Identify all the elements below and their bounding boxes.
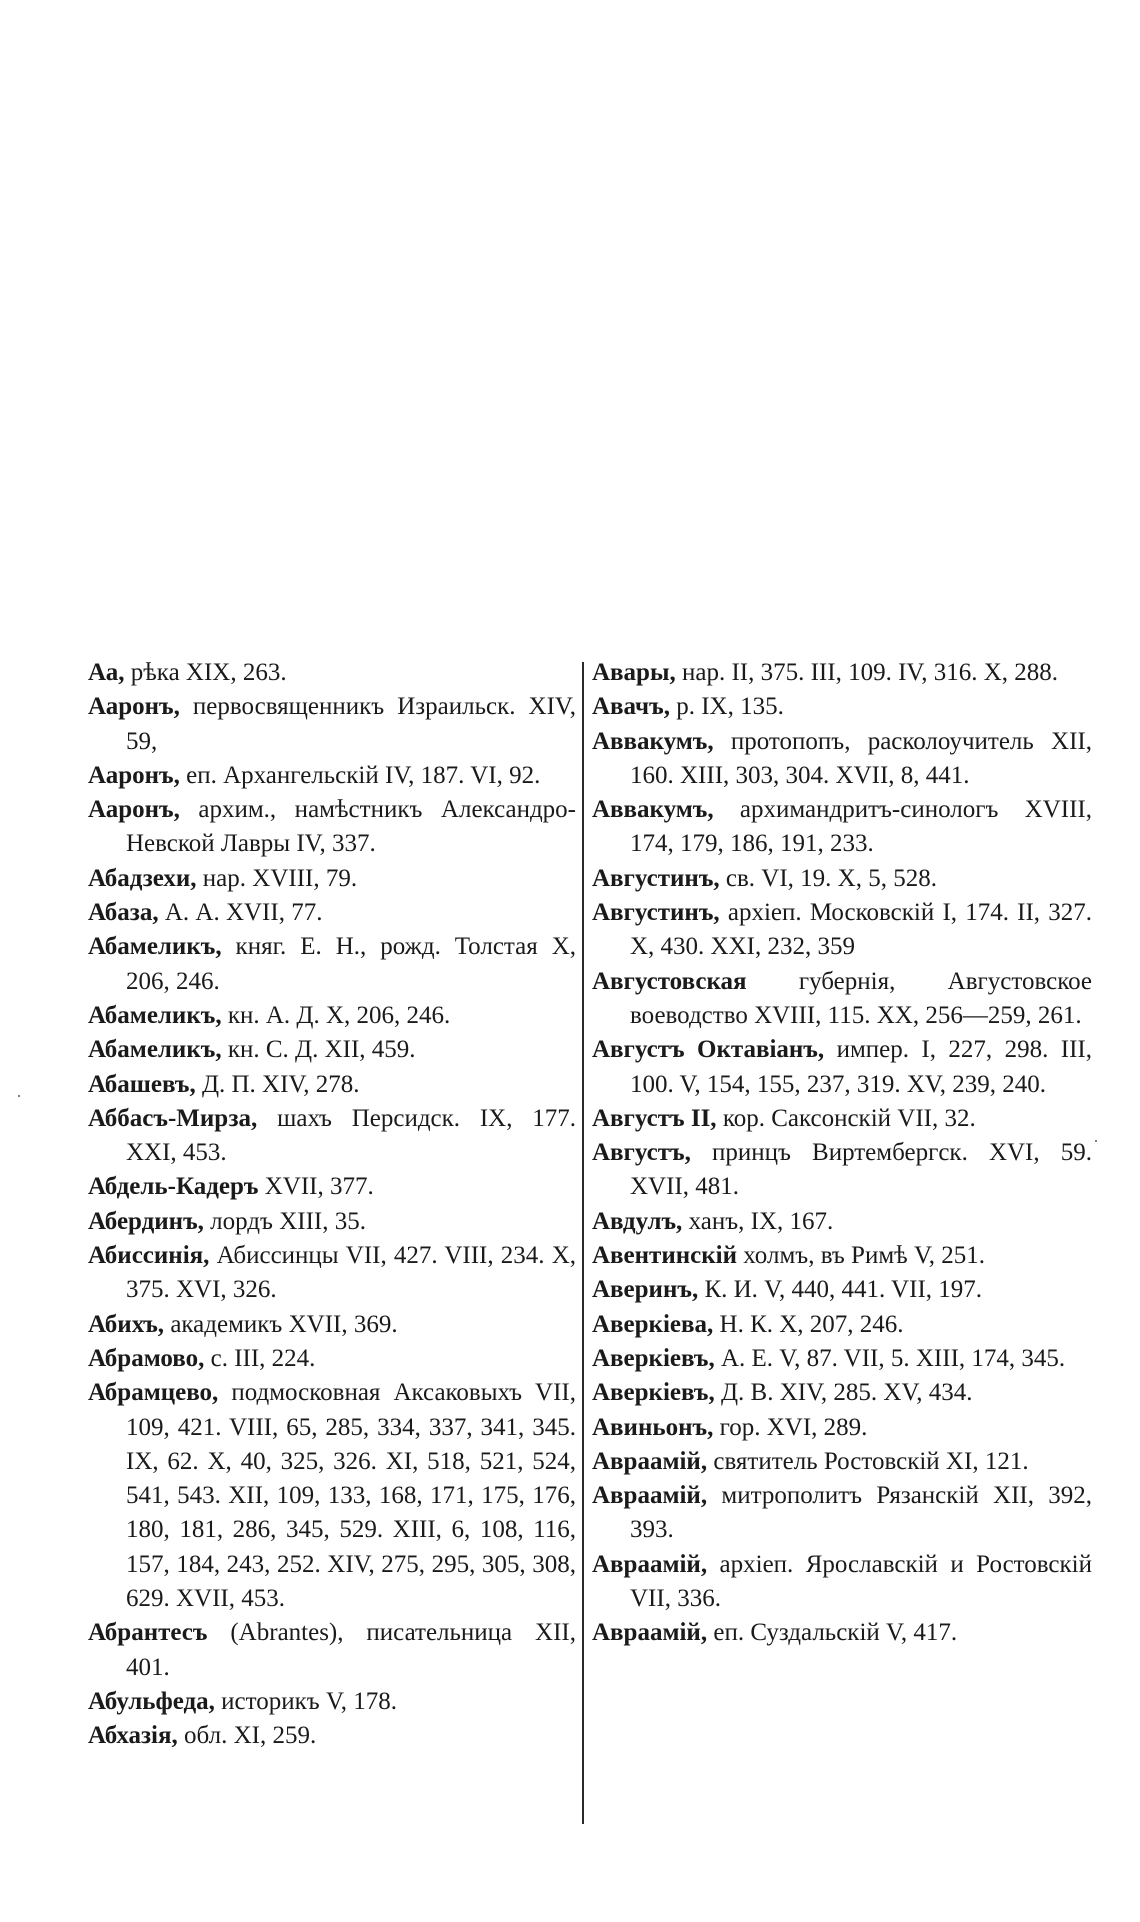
- entry-references: кн. А. Д. X, 206, 246.: [227, 1001, 451, 1029]
- entry-headword: Аверкіева,: [592, 1310, 714, 1338]
- index-entry: [88, 1308, 576, 1342]
- entry-references: обл. XI, 259.: [184, 1722, 317, 1750]
- entry-references: рѣка XIX, 263.: [130, 659, 287, 686]
- entry-headword: Абиссинія,: [88, 1242, 210, 1270]
- entry-references: с. III, 224.: [210, 1344, 316, 1372]
- entry-references: принцъ Виртембергск. XVI, 59. XVII, 481.: [630, 1139, 1092, 1201]
- index-entry: [592, 1445, 1092, 1479]
- entry-headword: Абаза,: [88, 899, 159, 927]
- entry-references: Д. П. XIV, 278.: [201, 1070, 360, 1098]
- entry-headword: Авраамій,: [592, 1619, 708, 1647]
- entry-references: митрополитъ Рязанскій XII, 392, 393.: [630, 1482, 1093, 1544]
- entry-references: шахъ Персидск. IX, 177. XXI, 453.: [126, 1104, 576, 1167]
- entry-headword: Аббасъ-Мирза,: [88, 1104, 258, 1132]
- entry-headword: Абхазія,: [88, 1722, 178, 1750]
- entry-headword: Августовская: [592, 967, 747, 995]
- entry-references: импер. I, 227, 298. III, 100. V, 154, 155, 237, 319. XV, 239, 240.: [630, 1036, 1093, 1098]
- column-divider: [582, 662, 584, 1824]
- entry-headword: Августинъ,: [592, 899, 720, 927]
- entry-references: А. А. XVII, 77.: [164, 899, 323, 927]
- index-entry: [592, 725, 1092, 794]
- entry-references: княг. Е. Н., рожд. Толстая X, 206, 246.: [126, 933, 577, 995]
- index-entry: [592, 965, 1092, 1034]
- entry-headword: Абрамцево,: [88, 1379, 219, 1407]
- index-entry: [592, 793, 1092, 862]
- index-entry: [88, 1616, 576, 1685]
- index-entry: [88, 1033, 576, 1067]
- entry-references: еп. Архангельскій IV, 187. VI, 92.: [186, 761, 541, 789]
- index-entry: [592, 1411, 1092, 1445]
- entry-references: нар. XVIII, 79.: [202, 864, 358, 892]
- entry-headword: Абердинъ,: [88, 1207, 204, 1235]
- entry-headword: Абихъ,: [88, 1310, 165, 1338]
- entry-headword: Аа,: [88, 659, 125, 686]
- entry-headword: Авары,: [592, 659, 676, 686]
- entry-headword: Августинъ,: [592, 864, 720, 892]
- index-entry: [88, 1170, 576, 1204]
- entry-references: губернія, Августовское воеводство XVIII, 115. XX, 256—259, 261.: [630, 967, 1092, 1029]
- index-entry: [592, 1548, 1092, 1617]
- entry-headword: Авиньонъ,: [592, 1413, 714, 1441]
- entry-headword: Аввакумъ,: [592, 727, 714, 755]
- entry-references: холмъ, въ Римѣ V, 251.: [743, 1242, 986, 1270]
- entry-references: К. И. V, 440, 441. VII, 197.: [704, 1276, 983, 1304]
- index-entry: [592, 1205, 1092, 1239]
- index-entry: [592, 1136, 1092, 1205]
- entry-references: (Abrantes), писательница XII, 401.: [126, 1619, 577, 1681]
- entry-headword: Абадзехи,: [88, 864, 197, 892]
- index-entry: [592, 1479, 1092, 1548]
- entry-references: историкъ V, 178.: [221, 1687, 398, 1715]
- entry-headword: Абдель-Кадеръ: [88, 1173, 259, 1201]
- entry-references: архіеп. Ярославскій и Ростовскій VII, 336.: [630, 1550, 1092, 1613]
- index-entry: [592, 690, 1092, 724]
- entry-headword: Авентинскій: [592, 1242, 737, 1270]
- entry-references: ханъ, IX, 167.: [688, 1207, 834, 1235]
- index-entry: [88, 793, 576, 862]
- entry-references: Д. В. XIV, 285. XV, 434.: [720, 1379, 973, 1407]
- entry-headword: Аверкіевъ,: [592, 1379, 715, 1407]
- entry-headword: Абамеликъ,: [88, 1036, 222, 1064]
- entry-headword: Авраамій,: [592, 1482, 708, 1510]
- scan-speck: [18, 1095, 20, 1097]
- index-entry: [88, 1685, 576, 1719]
- entry-headword: Авдулъ,: [592, 1207, 683, 1235]
- entry-headword: Абульфеда,: [88, 1687, 215, 1715]
- index-entry: [592, 656, 1092, 690]
- entry-headword: Ааронъ,: [88, 693, 180, 721]
- index-entry: [592, 1342, 1092, 1376]
- entry-references: гор. XVI, 289.: [719, 1413, 868, 1441]
- entry-references: Абиссинцы VII, 427. VIII, 234. X, 375. XVI, 326.: [126, 1242, 576, 1304]
- entry-headword: Августъ Октавіанъ,: [592, 1036, 825, 1064]
- index-entry: [88, 690, 576, 759]
- entry-headword: Авачъ,: [592, 693, 670, 721]
- index-entry: [592, 1616, 1092, 1650]
- entry-headword: Аверкіевъ,: [592, 1344, 715, 1372]
- index-entry: [592, 896, 1092, 965]
- entry-references: А. Е. V, 87. VII, 5. XIII, 174, 345.: [720, 1344, 1066, 1372]
- entry-references: протопопъ, расколоучитель XII, 160. XIII, 303, 304. XVII, 8, 441.: [630, 727, 1092, 789]
- index-entry: [592, 1239, 1092, 1273]
- index-column-right: [592, 656, 1092, 1651]
- index-entry: [592, 1273, 1092, 1307]
- entry-headword: Аввакумъ,: [592, 796, 714, 824]
- entry-references: академикъ XVII, 369.: [170, 1310, 398, 1338]
- index-entry: [88, 656, 576, 690]
- index-entry: [88, 1068, 576, 1102]
- index-entry: [88, 862, 576, 896]
- index-entry: [88, 999, 576, 1033]
- entry-headword: Ааронъ,: [88, 796, 180, 824]
- index-entry: [88, 1719, 576, 1753]
- entry-references: нар. II, 375. III, 109. IV, 316. X, 288.: [681, 659, 1059, 686]
- entry-headword: Абрамово,: [88, 1344, 205, 1372]
- entry-references: XVII, 377.: [264, 1173, 374, 1201]
- entry-references: кор. Саксонскій VII, 32.: [722, 1104, 976, 1132]
- entry-references: архимандритъ-синологъ XVIII, 174, 179, 186, 191, 233.: [630, 796, 1092, 858]
- index-entry: [88, 1205, 576, 1239]
- index-entry: [88, 1239, 576, 1308]
- entry-headword: Абрантесъ: [88, 1619, 208, 1647]
- entry-references: архіеп. Московскій I, 174. II, 327. X, 430. XXI, 232, 359: [630, 899, 1093, 961]
- index-entry: [88, 1102, 576, 1171]
- entry-references: р. IX, 135.: [676, 693, 784, 721]
- entry-references: первосвященникъ Израильск. XIV, 59,: [126, 693, 576, 755]
- entry-headword: Аверинъ,: [592, 1276, 699, 1304]
- entry-references: еп. Суздальскій V, 417.: [713, 1619, 958, 1647]
- index-entry: [592, 1308, 1092, 1342]
- index-entry: [592, 862, 1092, 896]
- entry-references: лордъ XIII, 35.: [210, 1207, 366, 1235]
- index-entry: [88, 896, 576, 930]
- entry-headword: Авраамій,: [592, 1550, 708, 1578]
- index-entry: [88, 1376, 576, 1616]
- entry-references: святитель Ростовскій XI, 121.: [713, 1447, 1029, 1475]
- index-entry: [88, 1342, 576, 1376]
- entry-headword: Августъ II,: [592, 1104, 717, 1132]
- entry-headword: Августъ,: [592, 1139, 691, 1167]
- entry-headword: Абашевъ,: [88, 1070, 196, 1098]
- index-column-left: [88, 656, 576, 1754]
- entry-headword: Абамеликъ,: [88, 1001, 222, 1029]
- entry-headword: Авраамій,: [592, 1447, 708, 1475]
- entry-headword: Абамеликъ,: [88, 933, 222, 961]
- entry-references: св. VI, 19. X, 5, 528.: [725, 864, 937, 892]
- entry-headword: Ааронъ,: [88, 761, 180, 789]
- entry-references: Н. К. X, 207, 246.: [719, 1310, 904, 1338]
- index-entry: [592, 1033, 1092, 1102]
- entry-references: архим., намѣстникъ Александро-Невской Лавры IV, 337.: [126, 796, 576, 858]
- scan-speck: [1095, 1140, 1097, 1142]
- index-entry: [592, 1376, 1092, 1410]
- entry-references: кн. С. Д. XII, 459.: [227, 1036, 416, 1064]
- index-entry: [88, 930, 576, 999]
- entry-references: подмосковная Аксаковыхъ VII, 109, 421. VIII, 65, 285, 334, 337, 341, 345. IX, 62. X, 40, 325, 326. XI, 518, 521, 524, 541, 543. XII, 109, 133, 168, 171, 175, 176, 180, 181, 286, 345, 529. XIII, 6, 108, 116, 157, 184, 243, 252. XIV, 275, 295, 305, 308, 629. XVII, 453.: [126, 1379, 576, 1613]
- index-entry: [592, 1102, 1092, 1136]
- index-entry: [88, 759, 576, 793]
